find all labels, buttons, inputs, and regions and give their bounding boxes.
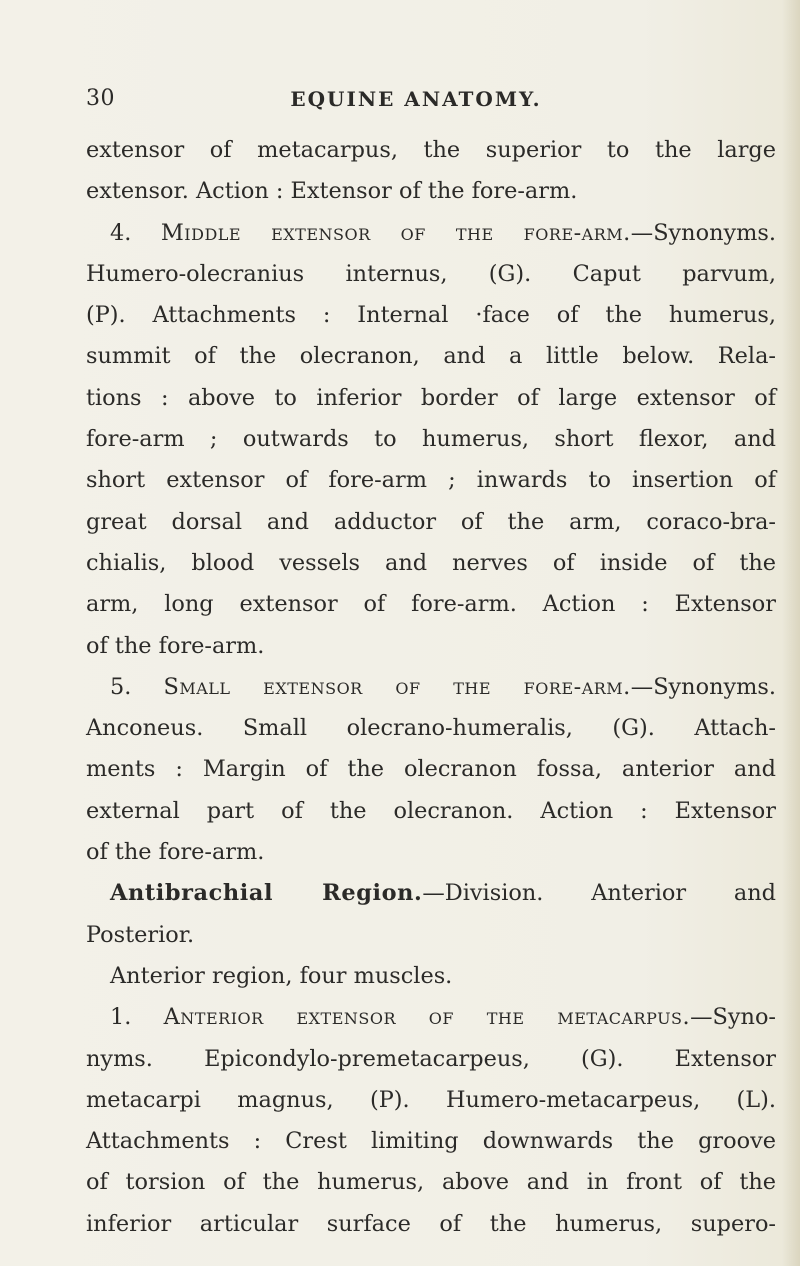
text-run: 1.: [110, 1004, 164, 1031]
text-line: [86, 956, 776, 997]
text-run: Anterior region, four muscles.: [110, 962, 453, 989]
text-run: Humero-olecranius internus, (G). Caput parvum,: [86, 260, 776, 287]
text-line: [86, 1039, 776, 1080]
running-title: EQUINE ANATOMY.: [290, 87, 542, 111]
text-run: tions : above to inferior border of large extensor of: [86, 384, 776, 411]
text-line: [86, 502, 776, 543]
text-line: [86, 915, 776, 956]
text-run: external part of the olecranon. Action : Extensor: [86, 797, 776, 824]
text-line: [86, 832, 776, 873]
text-line: [86, 584, 776, 625]
text-run: nyms. Epicondylo-premetacarpeus, (G). Extensor: [86, 1045, 776, 1072]
text-run: great dorsal and adductor of the arm, coraco-bra-: [86, 508, 776, 535]
text-line: [86, 1080, 776, 1121]
page-edge-shadow: [782, 0, 800, 1266]
text-run: extensor. Action : Extensor of the fore-arm.: [86, 178, 578, 205]
text-line: [86, 1204, 776, 1245]
text-line: [86, 378, 776, 419]
text-run: arm, long extensor of fore-arm. Action : Extensor: [86, 591, 776, 618]
text-run: of the fore-arm.: [86, 632, 265, 659]
text-run: —Syno-: [690, 1004, 776, 1031]
body-text: [86, 130, 776, 1245]
text-run: extensor of metacarpus, the superior to the large: [86, 137, 776, 163]
text-line: [86, 791, 776, 832]
page-number: 30: [86, 86, 115, 111]
muscle-heading: Middle extensor of the fore-arm.: [160, 219, 631, 246]
text-run: ments : Margin of the olecranon fossa, anterior and: [86, 756, 776, 783]
text-run: metacarpi magnus, (P). Humero-metacarpeus, (L).: [86, 1086, 776, 1113]
text-run: Attachments : Crest limiting downwards the groove: [86, 1128, 776, 1155]
text-line: [86, 626, 776, 667]
text-run: (P). Attachments : Internal ·face of the humerus,: [86, 302, 776, 329]
text-run: —Synonyms.: [630, 219, 776, 246]
text-line: [86, 460, 776, 501]
text-line: [86, 171, 776, 212]
text-line: [86, 213, 776, 254]
text-line: [86, 295, 776, 336]
text-line: [86, 543, 776, 584]
text-run: short extensor of fore-arm ; inwards to insertion of: [86, 467, 776, 494]
text-line: [86, 254, 776, 295]
text-line: [86, 667, 776, 708]
page-header: [86, 86, 786, 120]
muscle-heading: Small extensor of the fore-arm.: [163, 673, 631, 700]
text-line: [86, 997, 776, 1038]
text-line: [86, 873, 776, 914]
text-run: summit of the olecranon, and a little below. Rela-: [86, 343, 776, 370]
text-line: [86, 708, 776, 749]
text-run: Anconeus. Small olecrano-humeralis, (G). Attach-: [86, 715, 776, 742]
text-run: of torsion of the humerus, above and in front of the: [86, 1169, 776, 1196]
text-run: fore-arm ; outwards to humerus, short flexor, and: [86, 426, 776, 453]
text-run: —Synonyms.: [630, 673, 776, 700]
text-run: 4.: [110, 219, 161, 246]
text-line: [86, 130, 776, 171]
text-run: Posterior.: [86, 921, 195, 948]
text-line: [86, 1121, 776, 1162]
text-run: chialis, blood vessels and nerves of inside of the: [86, 549, 776, 576]
text-line: [86, 749, 776, 790]
text-line: [86, 419, 776, 460]
section-heading: Antibrachial Region.: [110, 880, 423, 907]
text-line: [86, 1162, 776, 1203]
muscle-heading: Anterior extensor of the metacarpus.: [163, 1004, 691, 1031]
text-run: 5.: [110, 673, 164, 700]
text-run: of the fore-arm.: [86, 839, 265, 866]
text-run: inferior articular surface of the humerus, supero-: [86, 1210, 776, 1237]
text-run: —Division. Anterior and: [422, 880, 776, 907]
text-line: [86, 336, 776, 377]
